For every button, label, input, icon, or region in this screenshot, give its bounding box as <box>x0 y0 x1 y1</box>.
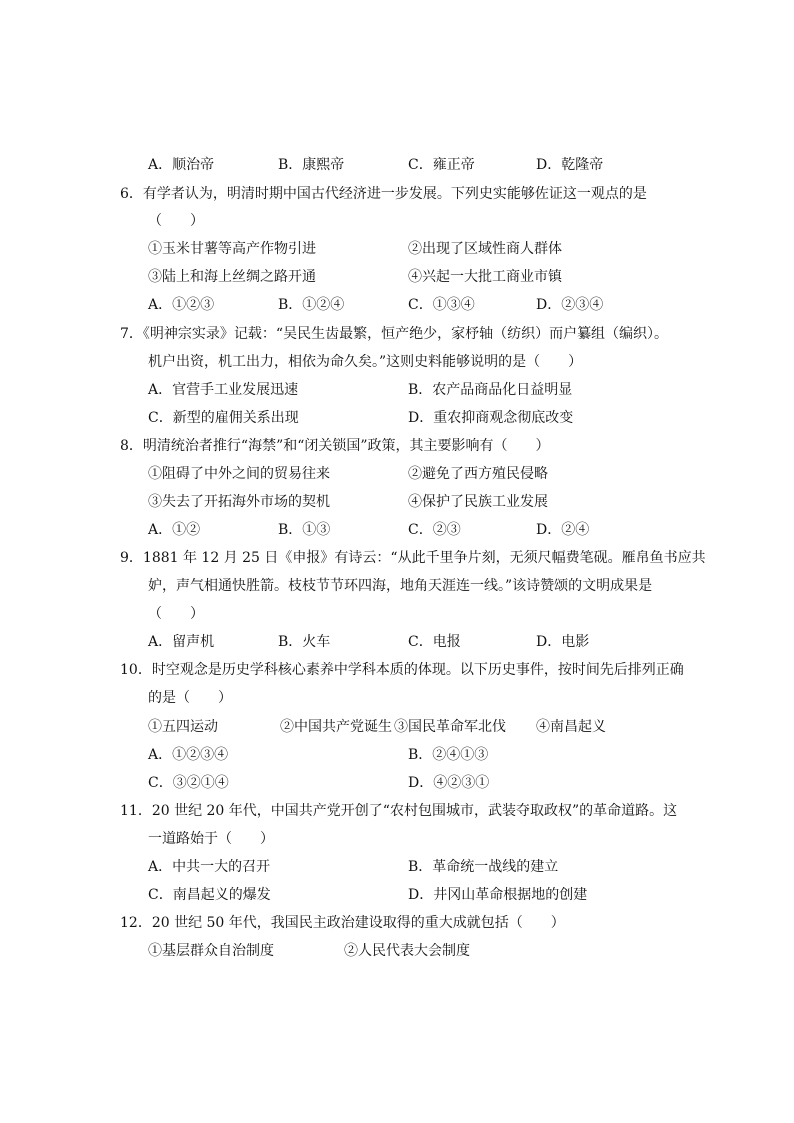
q5-option-b: B．康熙帝 <box>278 157 345 173</box>
q6-option-a: A．①②③ <box>148 297 215 313</box>
q6-items-row2 <box>0 268 794 286</box>
q9-paren: （ ） <box>148 606 204 622</box>
q8-option-a: A．①② <box>148 522 201 538</box>
q10-option-b: B．②④①③ <box>408 747 489 763</box>
q8-item-4: ④保护了民族工业发展 <box>408 494 548 510</box>
q7-options-row1 <box>0 381 794 399</box>
q10-item-3: ③国民革命军北伐 <box>394 719 506 735</box>
q7-option-d: D．重农抑商观念彻底改变 <box>408 410 574 426</box>
q10-option-a: A．①②③④ <box>148 747 229 763</box>
q7-stem-line1: 7．《明神宗实录》记载：“吴民生齿最繁，恒产绝少，家杼轴（纺织）而户纂组（编织）。 <box>120 326 669 342</box>
q12-stem: 12．20 世纪 50 年代，我国民主政治建设取得的重大成就包括（ ） <box>120 915 565 931</box>
q6-item-3: ③陆上和海上丝绸之路开通 <box>148 269 316 285</box>
q10-item-4: ④南昌起义 <box>536 719 606 735</box>
q12-items <box>0 942 794 960</box>
q8-items-row1 <box>0 465 794 483</box>
q8-stem: 8．明清统治者推行“海禁”和“闭关锁国”政策，其主要影响有（ ） <box>120 438 550 454</box>
q9-stem-line2: 妒，声气相通快胜箭。枝枝节节环四海，地角天涯连一线。”该诗赞颂的文明成果是 <box>148 578 653 594</box>
q10-options-row1 <box>0 746 794 764</box>
q8-options <box>0 521 794 539</box>
q8-option-c: C．②③ <box>408 522 461 538</box>
q8-item-2: ②避免了西方殖民侵略 <box>408 466 548 482</box>
q8-item-3: ③失去了开拓海外市场的契机 <box>148 494 330 510</box>
q9-stem-line1: 9．1881 年 12 月 25 日《申报》有诗云：“从此千里争片刻，无须尺幅费笔砚。雁帛鱼书应共 <box>120 550 706 566</box>
q7-option-c: C．新型的雇佣关系出现 <box>148 410 299 426</box>
q7-stem-line2: 机户出资，机工出力，相依为命久矣。”这则史料能够说明的是（ ） <box>148 354 583 370</box>
q9-option-d: D．电影 <box>536 634 590 650</box>
q6-stem: 6．有学者认为，明清时期中国古代经济进一步发展。下列史实能够佐证这一观点的是 <box>120 186 647 202</box>
q6-option-c: C．①③④ <box>408 297 475 313</box>
q8-option-b: B．①③ <box>278 522 331 538</box>
q10-options-row2 <box>0 774 794 792</box>
q7-option-b: B．农产品商品化日益明显 <box>408 382 573 398</box>
q8-option-d: D．②④ <box>536 522 590 538</box>
q8-item-1: ①阻碍了中外之间的贸易往来 <box>148 466 330 482</box>
q12-item-2: ②人民代表大会制度 <box>344 943 470 959</box>
q11-option-d: D．井冈山革命根据地的创建 <box>408 887 588 903</box>
q11-stem-line1: 11．20 世纪 20 年代，中国共产党开创了“农村包围城市，武装夺取政权”的革命道路。这 <box>120 803 678 819</box>
q6-option-b: B．①②④ <box>278 297 345 313</box>
q7-options-row2 <box>0 409 794 427</box>
q6-option-d: D．②③④ <box>536 297 604 313</box>
q5-option-d: D．乾隆帝 <box>536 157 604 173</box>
q6-items-row1 <box>0 240 794 258</box>
q6-options <box>0 296 794 314</box>
q6-paren: （ ） <box>148 213 204 229</box>
q6-item-2: ②出现了区域性商人群体 <box>408 241 562 257</box>
q9-option-b: B．火车 <box>278 634 331 650</box>
q5-options <box>0 156 794 174</box>
q11-options-row1 <box>0 858 794 876</box>
q8-items-row2 <box>0 493 794 511</box>
q11-stem-line2: 一道路始于（ ） <box>148 831 274 847</box>
q12-item-1: ①基层群众自治制度 <box>148 943 274 959</box>
q7-option-a: A．官营手工业发展迅速 <box>148 382 299 398</box>
q11-option-c: C．南昌起义的爆发 <box>148 887 271 903</box>
q11-option-b: B．革命统一战线的建立 <box>408 859 559 875</box>
q10-item-2: ②中国共产党诞生 <box>280 719 392 735</box>
q11-option-a: A．中共一大的召开 <box>148 859 271 875</box>
q6-item-4: ④兴起一大批工商业市镇 <box>408 269 562 285</box>
q10-items <box>0 718 794 736</box>
q5-option-a: A．顺治帝 <box>148 157 215 173</box>
q6-item-1: ①玉米甘薯等高产作物引进 <box>148 241 316 257</box>
q10-item-1: ①五四运动 <box>148 719 218 735</box>
q10-stem-line2: 的是（ ） <box>148 690 232 706</box>
q9-options <box>0 633 794 651</box>
q10-option-c: C．③②①④ <box>148 775 229 791</box>
q11-options-row2 <box>0 886 794 904</box>
q10-option-d: D．④②③① <box>408 775 490 791</box>
q9-option-c: C．电报 <box>408 634 461 650</box>
q10-stem-line1: 10．时空观念是历史学科核心素养中学科本质的体现。以下历史事件，按时间先后排列正确 <box>120 662 684 678</box>
q5-option-c: C．雍正帝 <box>408 157 475 173</box>
q9-option-a: A．留声机 <box>148 634 215 650</box>
